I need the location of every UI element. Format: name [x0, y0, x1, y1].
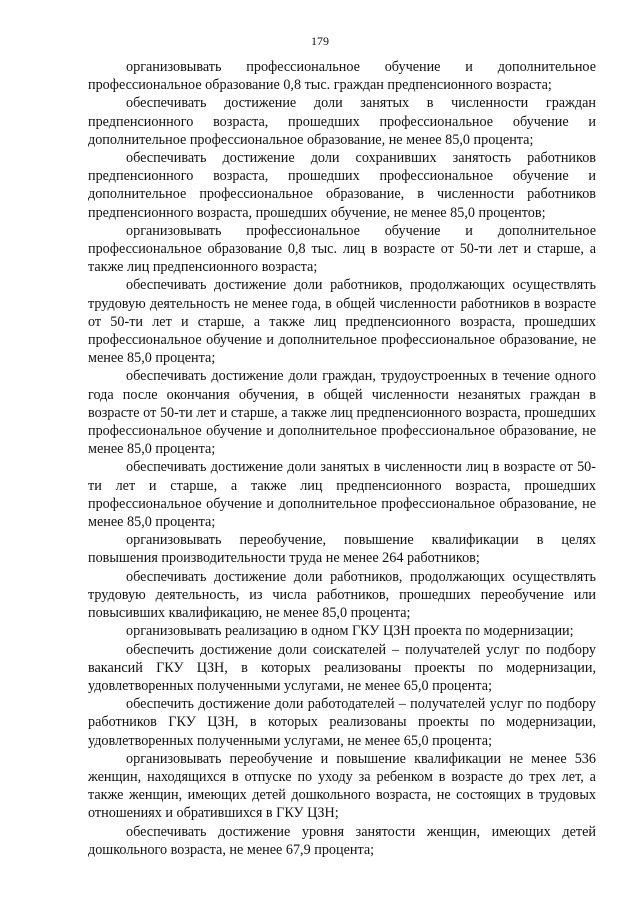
- paragraph: организовывать переобучение и повышение квалификации не менее 536 женщин, находящихся в отпуске по уходу за ребенком в возрасте до трех лет, а также женщин, имеющих детей дошкольного возраста, не состоящих в трудовых отношениях и обратившихся в ГКУ ЦЗН;: [88, 750, 596, 822]
- paragraph: обеспечивать достижение доли граждан, трудоустроенных в течение одного года после окончания обучения, в общей численности незанятых граждан в возрасте от 50-ти лет и старше, а также лиц предпенсионного возраста, прошедших профессиональное обучение и дополнительное профессиональное образование, не менее 85,0 процента;: [88, 368, 596, 458]
- paragraph: организовывать профессиональное обучение и дополнительное профессиональное образование 0,8 тыс. лиц в возрасте от 50-ти лет и старше, а также лиц предпенсионного возраста;: [88, 222, 596, 276]
- paragraph: обеспечить достижение доли работодателей – получателей услуг по подбору работников ГКУ ЦЗН, в которых реализованы проекты по модернизации, удовлетворенных полученными услугами, не менее 65,0 процента;: [88, 696, 596, 749]
- paragraph: обеспечить достижение доли соискателей – получателей услуг по подбору вакансий ГКУ ЦЗН, в которых реализованы проекты по модернизации, удовлетворенных полученными услугами, не менее 65,0 процента;: [88, 641, 596, 694]
- page-body: [88, 58, 596, 859]
- paragraph: обеспечивать достижение уровня занятости женщин, имеющих детей дошкольного возраста, не менее 67,9 процента;: [88, 823, 596, 858]
- paragraph: организовывать переобучение, повышение квалификации в целях повышения производительности труда не менее 264 работников;: [88, 532, 596, 567]
- paragraph: обеспечивать достижение доли занятых в численности граждан предпенсионного возраста, прошедших профессиональное обучение и дополнительное профессиональное образование, не менее 85,0 процента;: [88, 95, 596, 148]
- paragraph: организовывать реализацию в одном ГКУ ЦЗН проекта по модернизации;: [126, 623, 574, 640]
- paragraph: обеспечивать достижение доли работников, продолжающих осуществлять трудовую деятельность не менее года, в общей численности работников в возрасте от 50-ти лет и старше, а также лиц предпенсионного возраста, прошедших профессиональное обучение и дополнительное профессиональное образование, не менее 85,0 процента;: [88, 277, 596, 367]
- paragraph: обеспечивать достижение доли занятых в численности лиц в возрасте от 50-ти лет и старше, а также лиц предпенсионного возраста, прошедших профессиональное обучение и дополнительное профессиональное образование, не менее 85,0 процента;: [88, 459, 596, 531]
- paragraph: организовывать профессиональное обучение и дополнительное профессиональное образование 0,8 тыс. граждан предпенсионного возраста;: [88, 59, 596, 94]
- paragraph: обеспечивать достижение доли сохранивших занятость работников предпенсионного возраста, прошедших профессиональное обучение и дополнительное профессиональное образование, в численности работников предпенсионного возраста, прошедших обучение, не менее 85,0 процентов;: [88, 150, 596, 221]
- paragraph: обеспечивать достижение доли работников, продолжающих осуществлять трудовую деятельность, из числа работников, прошедших переобучение или повысивших квалификацию, не менее 85,0 процента;: [88, 568, 596, 622]
- page-number: 179: [311, 34, 329, 48]
